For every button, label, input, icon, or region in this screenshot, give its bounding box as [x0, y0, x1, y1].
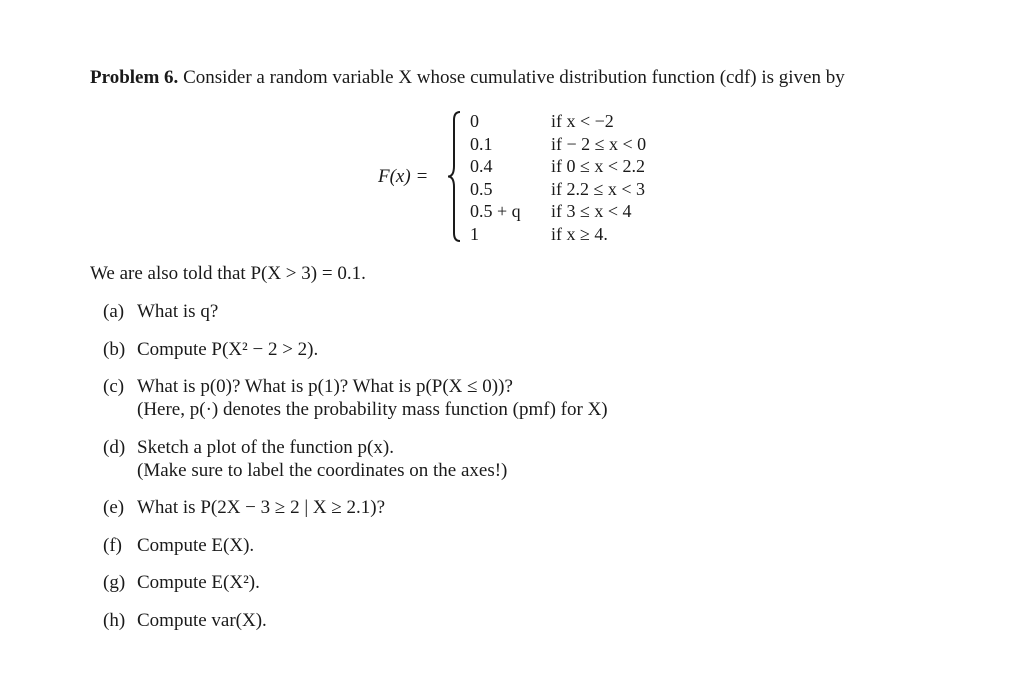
question-item: [103, 436, 574, 482]
cdf-case-condition: if 0 ≤ x < 2.2: [551, 156, 646, 177]
question-item: [103, 300, 574, 323]
cdf-case-condition: if 2.2 ≤ x < 3: [551, 178, 646, 199]
question-note: (Make sure to label the coordinates on the axes!): [137, 459, 508, 481]
cdf-case-value: 0.1: [470, 133, 493, 154]
question-label: (f): [103, 534, 122, 556]
question-item: [103, 534, 574, 557]
question-item: [103, 496, 574, 519]
question-text: What is P(2X − 3 ≥ 2 | X ≥ 2.1)?: [137, 497, 386, 518]
question-label: (g): [103, 572, 126, 593]
problem-title: Problem 6.: [90, 67, 179, 88]
cdf-case-condition: if x < −2: [551, 111, 614, 131]
question-label: (h): [103, 609, 126, 631]
question-label: (a): [103, 301, 125, 322]
question-item: [103, 338, 574, 361]
question-text: Compute E(X).: [137, 534, 255, 556]
cdf-case-value: 0: [470, 111, 479, 131]
cdf-case-value: 0.4: [470, 156, 493, 177]
question-text: What is q?: [137, 301, 219, 322]
given-statement: We are also told that P(X > 3) = 0.1.: [90, 263, 366, 284]
cdf-case-condition: if 3 ≤ x < 4: [551, 201, 632, 222]
cdf-case-value: 1: [470, 223, 479, 244]
question-text: Sketch a plot of the function p(x).: [137, 436, 394, 458]
question-text: Compute var(X).: [137, 609, 267, 631]
question-item: [103, 609, 574, 632]
cdf-case-value: 0.5 + q: [470, 201, 521, 222]
question-item: [103, 571, 574, 594]
question-note: (Here, p(·) denotes the probability mass function (pmf) for X): [137, 399, 608, 420]
question-label: (e): [103, 497, 125, 518]
question-item: [103, 375, 608, 421]
problem-statement: [90, 66, 845, 90]
question-text: Compute E(X²).: [137, 572, 260, 593]
cdf-case-value: 0.5: [470, 178, 493, 199]
problem-intro-text: Consider a random variable X whose cumulative distribution function (cdf) is given by: [183, 67, 845, 88]
question-text: What is p(0)? What is p(1)? What is p(P(X ≤ 0))?: [137, 376, 513, 397]
question-label: (d): [103, 436, 126, 458]
cdf-case-condition: if x ≥ 4.: [551, 223, 608, 244]
cdf-case-condition: if − 2 ≤ x < 0: [551, 133, 647, 154]
left-brace-icon: [446, 110, 462, 243]
question-label: (b): [103, 338, 126, 360]
question-list: [103, 300, 608, 632]
cdf-label: F(x) =: [378, 166, 429, 187]
question-text: Compute P(X² − 2 > 2).: [137, 338, 319, 360]
question-label: (c): [103, 376, 125, 397]
